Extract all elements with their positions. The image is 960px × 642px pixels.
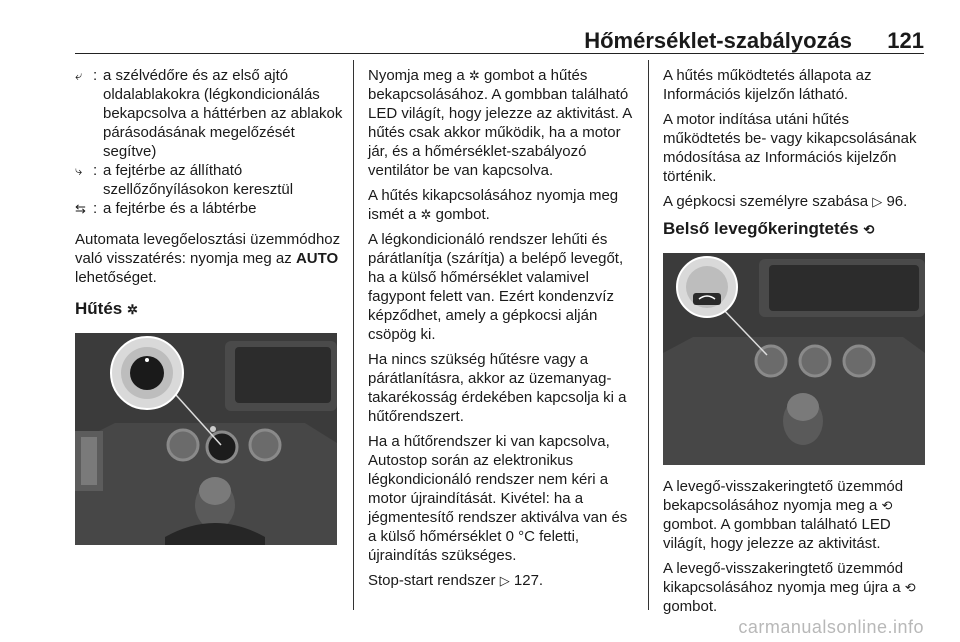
snowflake-icon: ✲ (468, 68, 480, 83)
head-vents-icon: ⤷ (75, 163, 83, 178)
autostop-paragraph: Ha a hűtőrendszer ki van kapcsolva, Autostop során az elektronikus légkondicionáló rendszer nem kéri a motor újraindítását. Kivétel: ha a jégmentesítő rendszer aktiválva van és a külső hőmérséklet 0 °C feletti, újraindítás szükséges. (368, 433, 628, 564)
right-column (663, 66, 927, 622)
cooling-start-paragraph: A motor indítása utáni hűtés működtetés be- vagy kikapcsolásának módosítása az Információs kijelzőn történik. (663, 111, 917, 185)
snowflake-icon: ✲ (126, 302, 138, 317)
definition-windshield (75, 66, 343, 161)
page-reference-link[interactable]: 127. (513, 572, 544, 589)
definition-text: a fejtérbe és a lábtérbe (103, 200, 257, 217)
personalisation-reference: A gépkocsi személyre szabása ▷ 96. (663, 193, 908, 210)
cooling-on-paragraph: Nyomja meg a ✲ gombot a hűtés bekapcsolásához. A gombban található LED világít, hogy jelezze az aktivitást. A hűtés csak akkor működik, ha a motor jár, és a hőmérséklet-szabályozó ventilátor be van kapcsolva. (368, 67, 632, 179)
page-title: Hőmérséklet-szabályozás (584, 28, 852, 53)
reference-arrow-icon: ▷ (872, 194, 883, 209)
snowflake-icon: ✲ (420, 207, 432, 222)
cooling-heading: Hűtés ✲ (75, 299, 138, 318)
watermark: carmanualsonline.info (738, 617, 924, 637)
column-divider-right (648, 60, 649, 610)
auto-keyword: AUTO (295, 250, 339, 267)
auto-mode-paragraph: Automata levegőelosztási üzemmódhoz való visszatérés: nyomja meg az AUTO lehetőséget. (75, 231, 341, 286)
middle-column (368, 66, 638, 596)
definition-colon: : (93, 200, 98, 217)
definition-head-feet (75, 199, 343, 218)
definition-head-vents (75, 161, 343, 199)
recirculation-off-paragraph: A levegő-visszakeringtető üzemmód kikapcsolásához nyomja meg újra a ⟲ gombot. (663, 560, 916, 615)
cooling-off-paragraph: A hűtés kikapcsolásához nyomja meg ismét a ✲ gombot. (368, 187, 619, 223)
cooling-button-photo (75, 333, 337, 545)
recirculation-icon: ⟲ (863, 222, 875, 237)
recirculation-heading: Belső levegőkeringtetés ⟲ (663, 219, 875, 238)
definition-colon: : (93, 67, 98, 84)
stop-start-reference: Stop-start rendszer ▷ 127. (368, 572, 544, 589)
recirculation-icon: ⟲ (881, 498, 893, 513)
cooling-status-paragraph: A hűtés működtetés állapota az Információs kijelzőn látható. (663, 67, 872, 103)
fuel-economy-paragraph: Ha nincs szükség hűtésre vagy a párátlanításra, akkor az üzemanyag-takarékosság érdekében kapcsolja ki a hűtőrendszert. (368, 351, 627, 425)
definition-colon: : (93, 162, 98, 179)
column-divider-left (353, 60, 354, 610)
left-column (75, 66, 343, 545)
page-number: 121 (887, 28, 924, 53)
recirculation-button-photo (663, 253, 925, 465)
definition-text: a fejtérbe az állítható szellőzőnyílásokon keresztül (103, 162, 294, 198)
header-divider (75, 53, 924, 54)
windshield-feet-icon: ⤶ (75, 68, 83, 83)
recirculation-on-paragraph: A levegő-visszakeringtető üzemmód bekapcsolásához nyomja meg a ⟲ gombot. A gombban található LED világít, hogy jelezze az aktivitást. (663, 478, 904, 552)
head-feet-icon: ⇆ (75, 201, 86, 216)
page-reference-link[interactable]: 96. (886, 193, 908, 210)
recirculation-icon: ⟲ (904, 580, 916, 595)
dehumidify-paragraph: A légkondicionáló rendszer lehűti és párátlanítja (szárítja) a belépő levegőt, ha a külső hőmérséklet valamivel fagypont felett van. Ezért kondenzvíz képződhet, amely a gépkocsi alján csöpög ki. (368, 231, 624, 343)
page-header (0, 0, 960, 56)
reference-arrow-icon: ▷ (499, 573, 510, 588)
definition-text: a szélvédőre és az első ajtó oldalablakokra (légkondicionálás bekapcsolva a háttérben az ablakok párásodásának megelőzését segítve) (103, 67, 343, 160)
airflow-definition-list (75, 66, 343, 218)
